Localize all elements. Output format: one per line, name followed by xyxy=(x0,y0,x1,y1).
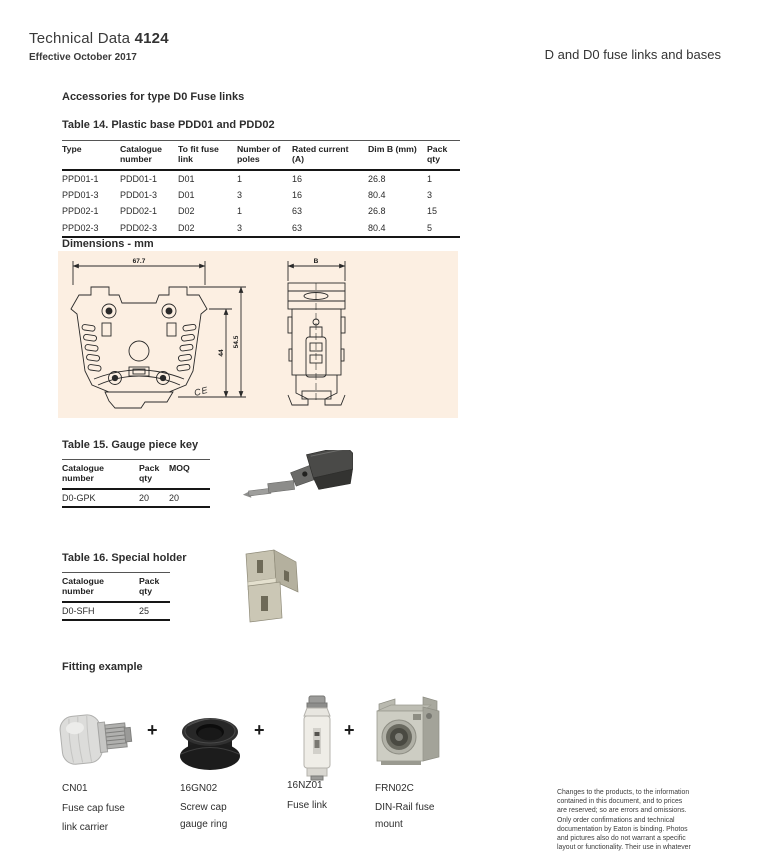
legal-line: layout or functionality. Their use in whatever xyxy=(557,844,691,852)
legal-line: are reserved; so are errors and omissions. xyxy=(557,807,687,815)
dimension-drawing-svg xyxy=(58,251,458,418)
legal-line: and pictures also do not warrant a specific xyxy=(557,835,686,843)
table16 xyxy=(62,572,170,621)
column-header: Catalogue number xyxy=(120,141,178,170)
product-description: Fuse cap fuse link carrier xyxy=(62,803,125,833)
dimension-drawing xyxy=(58,251,458,418)
table-cell: D02 xyxy=(178,222,195,233)
table-cell: PDD01-3 xyxy=(120,190,158,201)
table-cell: 15 xyxy=(427,206,438,217)
column-header: Rated current (A) xyxy=(292,141,368,170)
din-rail-mount-photo xyxy=(371,694,449,770)
column-header: Number of poles xyxy=(237,141,292,170)
table-row xyxy=(62,187,460,203)
table-cell: 16 xyxy=(292,190,303,201)
fitting-title: Fitting example xyxy=(62,661,143,673)
fitting-item-label xyxy=(62,783,142,837)
legal-line: Only order confirmations and technical xyxy=(557,816,675,824)
dimension-label: 44 xyxy=(218,349,225,357)
table14 xyxy=(62,140,460,238)
column-header: Catalogue number xyxy=(62,573,139,602)
table-cell: 63 xyxy=(292,206,303,217)
dimension-label: B xyxy=(313,258,319,265)
table-cell: 80.4 xyxy=(368,222,386,233)
table-cell: 3 xyxy=(237,190,243,201)
gauge-ring-photo xyxy=(176,710,244,774)
table-cell: 5 xyxy=(427,222,433,233)
table-row xyxy=(62,203,460,219)
effective-date: Effective October 2017 xyxy=(29,52,137,63)
product-code: 16GN02 xyxy=(180,783,218,794)
plus-icon: + xyxy=(147,720,158,740)
table14-title: Table 14. Plastic base PDD01 and PDD02 xyxy=(62,119,275,131)
table-row xyxy=(62,170,460,187)
fitting-item-label xyxy=(375,783,465,833)
legal-line: documentation by Eaton is binding. Photos xyxy=(557,825,688,833)
plus-icon: + xyxy=(344,720,355,740)
legal-line: contained in this document, and to prices xyxy=(557,798,683,806)
legal-notice xyxy=(557,788,729,852)
table-cell: 16 xyxy=(292,173,303,184)
table-cell: PDD01-1 xyxy=(120,173,158,184)
page-title-number: 4124 xyxy=(134,30,169,47)
fitting-item-label xyxy=(180,783,256,833)
legal-line: Changes to the products, to the information xyxy=(557,789,690,796)
table16-header-row xyxy=(62,573,170,602)
table-cell: 3 xyxy=(237,222,243,233)
plus-icon: + xyxy=(254,720,265,740)
table-cell: 25 xyxy=(139,605,150,616)
fitting-item-label xyxy=(287,780,367,815)
column-header: Catalogue number xyxy=(62,460,139,489)
gauge-piece-key-photo xyxy=(237,450,357,502)
table-cell: PDD02-3 xyxy=(120,222,158,233)
product-code: CN01 xyxy=(62,783,88,794)
table-cell: 80.4 xyxy=(368,190,386,201)
table-cell: PDD02-1 xyxy=(120,206,158,217)
page-title xyxy=(29,30,169,47)
ce-mark: CE xyxy=(193,384,210,398)
table-cell: D01 xyxy=(178,190,195,201)
table-cell: 1 xyxy=(237,173,243,184)
table-cell: PPD02-3 xyxy=(62,222,99,233)
page-title-prefix: Technical Data xyxy=(29,30,135,47)
table-row xyxy=(62,489,210,507)
table-cell: 20 xyxy=(169,492,180,503)
table15-header-row xyxy=(62,460,210,489)
column-header: Pack qty xyxy=(139,573,170,602)
table15 xyxy=(62,459,210,508)
dimensions-title: Dimensions - mm xyxy=(62,238,154,250)
section-heading: Accessories for type D0 Fuse links xyxy=(62,91,245,103)
fuse-link-photo xyxy=(298,694,336,782)
table-row xyxy=(62,602,170,620)
column-header: Pack qty xyxy=(427,141,460,170)
table16-title: Table 16. Special holder xyxy=(62,552,187,564)
table-cell: D0-SFH xyxy=(62,605,95,616)
fuse-cap-photo xyxy=(58,702,134,772)
product-code: FRN02C xyxy=(375,783,414,794)
dimension-label: 67.7 xyxy=(132,258,146,265)
table-row xyxy=(62,220,460,237)
product-code: 16NZ01 xyxy=(287,780,323,791)
table-cell: 1 xyxy=(427,173,433,184)
table-cell: 20 xyxy=(139,492,150,503)
table-cell: 26.8 xyxy=(368,173,386,184)
column-header: Pack qty xyxy=(139,460,169,489)
table-cell: PPD01-3 xyxy=(62,190,99,201)
column-header: Dim B (mm) xyxy=(368,141,427,170)
table-cell: 63 xyxy=(292,222,303,233)
page-subtitle: D and D0 fuse links and bases xyxy=(544,47,721,62)
product-description: Screw cap gauge ring xyxy=(180,802,228,830)
product-description: Fuse link xyxy=(287,800,328,811)
dimension-label: 54.5 xyxy=(233,335,240,349)
table14-header-row xyxy=(62,141,460,170)
column-header: To fit fuse link xyxy=(178,141,237,170)
special-holder-photo xyxy=(230,548,310,628)
table-cell: D01 xyxy=(178,173,195,184)
table-cell: PPD02-1 xyxy=(62,206,99,217)
column-header: Type xyxy=(62,141,120,170)
table15-title: Table 15. Gauge piece key xyxy=(62,439,199,451)
table-cell: 3 xyxy=(427,190,433,201)
product-description: DIN-Rail fuse mount xyxy=(375,802,435,830)
table-cell: D02 xyxy=(178,206,195,217)
table-cell: 26.8 xyxy=(368,206,386,217)
column-header: MOQ xyxy=(169,460,210,489)
table-cell: 1 xyxy=(237,206,243,217)
table-cell: D0-GPK xyxy=(62,492,96,503)
table-cell: PPD01-1 xyxy=(62,173,99,184)
